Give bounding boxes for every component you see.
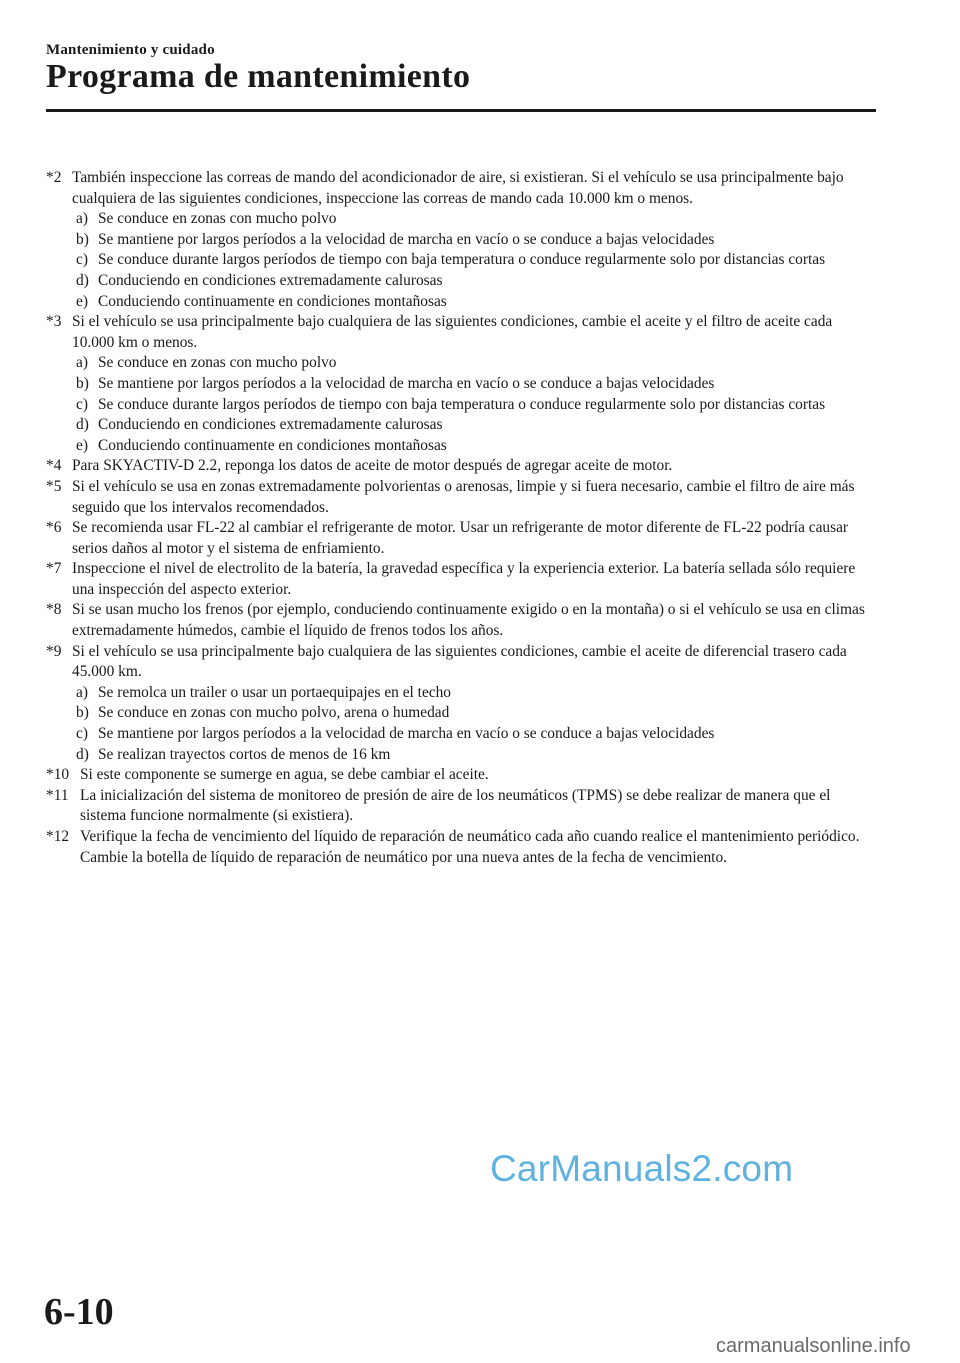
footnote — [46, 168, 876, 312]
footnote-marker: *11 — [46, 786, 69, 804]
footnote-text: Inspeccione el nivel de electrolito de la batería, la gravedad específica y la experiencia exterior. La batería sellada sólo requiere una inspección del aspecto exterior. — [72, 560, 856, 598]
footnote-marker: *3 — [46, 313, 62, 331]
condition-item — [72, 745, 876, 766]
condition-text: Se mantiene por largos períodos a la velocidad de marcha en vacío o se conduce a bajas velocidades — [98, 725, 715, 743]
footnote-body — [72, 600, 876, 641]
footnote-marker: *9 — [46, 642, 62, 660]
condition-text: Conduciendo en condiciones extremadamente calurosas — [98, 416, 443, 434]
footnote-body — [72, 518, 876, 559]
condition-marker: c) — [76, 395, 88, 413]
condition-item — [72, 353, 876, 374]
condition-text: Se conduce durante largos períodos de tiempo con baja temperatura o conduce regularmente solo por distancias cortas — [98, 395, 826, 413]
footnote-body — [80, 765, 876, 786]
footnote — [46, 477, 876, 518]
footnote — [46, 518, 876, 559]
footnote — [46, 642, 876, 766]
footnote-text: La inicialización del sistema de monitoreo de presión de aire de los neumáticos (TPMS) se debe realizar de manera que el sistema funcione normalmente (si existiera). — [80, 786, 831, 825]
condition-text: Se conduce durante largos períodos de tiempo con baja temperatura o conduce regularmente solo por distancias cortas — [98, 251, 826, 269]
condition-marker: c) — [76, 725, 88, 743]
watermark-logo: CarManuals2.com — [490, 1148, 794, 1189]
condition-text: Se conduce en zonas con mucho polvo — [98, 210, 337, 228]
footnote — [46, 312, 876, 456]
footnote-marker: *7 — [46, 560, 62, 578]
footnote-text: Verifique la fecha de vencimiento del líquido de reparación de neumático cada año cuando realice el mantenimiento periódico. Cambie la botella de líquido de reparación de neumático por una nueva antes de la fecha de vencimiento. — [80, 828, 860, 866]
footnote-body — [72, 642, 876, 766]
condition-item — [72, 703, 876, 724]
page-title: Programa de mantenimiento — [46, 58, 471, 95]
condition-item — [72, 395, 876, 416]
condition-item — [72, 209, 876, 230]
footnote — [46, 827, 876, 868]
footnote-marker: *6 — [46, 519, 62, 537]
footnote-marker: *8 — [46, 601, 62, 619]
condition-item — [72, 415, 876, 436]
footnote-text: Si se usan mucho los frenos (por ejemplo, conduciendo continuamente exigido o en la montaña) o si el vehículo se usa en climas extremadamente húmedos, cambie el líquido de frenos todos los años. — [72, 601, 865, 640]
footnote-body — [72, 559, 876, 600]
footer-site-link[interactable]: carmanualsonline.info — [716, 1335, 911, 1357]
footnote — [46, 786, 876, 827]
footnote-text: Se recomienda usar FL-22 al cambiar el refrigerante de motor. Usar un refrigerante de motor diferente de FL-22 podría causar serios daños al motor y el sistema de enfriamiento. — [72, 519, 849, 557]
condition-marker: d) — [76, 416, 89, 434]
title-rule — [46, 109, 876, 112]
footnote-body — [72, 312, 876, 456]
footnote-marker: *12 — [46, 828, 70, 845]
footnote — [46, 456, 876, 477]
footnote — [46, 600, 876, 641]
condition-marker: d) — [76, 271, 89, 289]
condition-marker: e) — [76, 292, 88, 310]
footnote-body — [72, 168, 876, 312]
footnote — [46, 559, 876, 600]
condition-text: Conduciendo continuamente en condiciones montañosas — [98, 436, 447, 454]
footnote-text: Si el vehículo se usa en zonas extremadamente polvorientas o arenosas, limpie y si fuera necesario, cambie el filtro de aire más seguido que los intervalos recomendados. — [72, 477, 855, 516]
condition-marker: a) — [76, 683, 88, 701]
condition-text: Se conduce en zonas con mucho polvo — [98, 354, 337, 372]
footnote-marker: *10 — [46, 766, 70, 784]
condition-text: Se mantiene por largos períodos a la velocidad de marcha en vacío o se conduce a bajas velocidades — [98, 230, 715, 248]
page-number: 6-10 — [44, 1291, 114, 1333]
condition-marker: b) — [76, 230, 89, 248]
condition-item — [72, 271, 876, 292]
section-label: Mantenimiento y cuidado — [46, 42, 215, 58]
condition-marker: b) — [76, 374, 89, 392]
condition-marker: e) — [76, 436, 88, 454]
condition-item — [72, 374, 876, 395]
condition-text: Conduciendo en condiciones extremadamente calurosas — [98, 271, 443, 289]
condition-text: Se mantiene por largos períodos a la velocidad de marcha en vacío o se conduce a bajas velocidades — [98, 374, 715, 392]
footnotes-list — [46, 168, 876, 868]
footnote-body — [80, 827, 876, 868]
footnote-text: También inspeccione las correas de mando del acondicionador de aire, si existieran. Si el vehículo se usa principalmente bajo cualquiera de las siguientes condiciones, inspeccione las correas de mando cada 10.000 km o menos. — [72, 169, 844, 207]
footnote-body — [72, 477, 876, 518]
footnote-marker: *5 — [46, 477, 62, 495]
condition-text: Se conduce en zonas con mucho polvo, arena o humedad — [98, 704, 450, 722]
condition-item — [72, 292, 876, 313]
footnote-text: Si este componente se sumerge en agua, se debe cambiar el aceite. — [80, 766, 489, 784]
footnote-body — [80, 786, 876, 827]
condition-marker: d) — [76, 745, 89, 763]
condition-item — [72, 724, 876, 745]
footnote-text: Si el vehículo se usa principalmente bajo cualquiera de las siguientes condiciones, cambie el aceite y el filtro de aceite cada 10.000 km o menos. — [72, 313, 833, 351]
condition-marker: a) — [76, 210, 88, 228]
condition-item — [72, 436, 876, 457]
condition-marker: b) — [76, 704, 89, 722]
condition-text: Se remolca un trailer o usar un portaequipajes en el techo — [98, 683, 451, 701]
footnote-text: Para SKYACTIV-D 2.2, reponga los datos de aceite de motor después de agregar aceite de motor. — [72, 457, 673, 475]
footnote-marker: *4 — [46, 457, 62, 475]
condition-item — [72, 683, 876, 704]
footnote-text: Si el vehículo se usa principalmente bajo cualquiera de las siguientes condiciones, cambie el aceite de diferencial trasero cada 45.000 km. — [72, 642, 847, 681]
condition-item — [72, 230, 876, 251]
condition-marker: c) — [76, 251, 88, 269]
condition-text: Se realizan trayectos cortos de menos de 16 km — [98, 745, 391, 763]
condition-item — [72, 250, 876, 271]
condition-text: Conduciendo continuamente en condiciones montañosas — [98, 292, 447, 310]
condition-marker: a) — [76, 354, 88, 372]
footnote-marker: *2 — [46, 169, 62, 186]
footnote — [46, 765, 876, 786]
footnote-body — [72, 456, 876, 477]
